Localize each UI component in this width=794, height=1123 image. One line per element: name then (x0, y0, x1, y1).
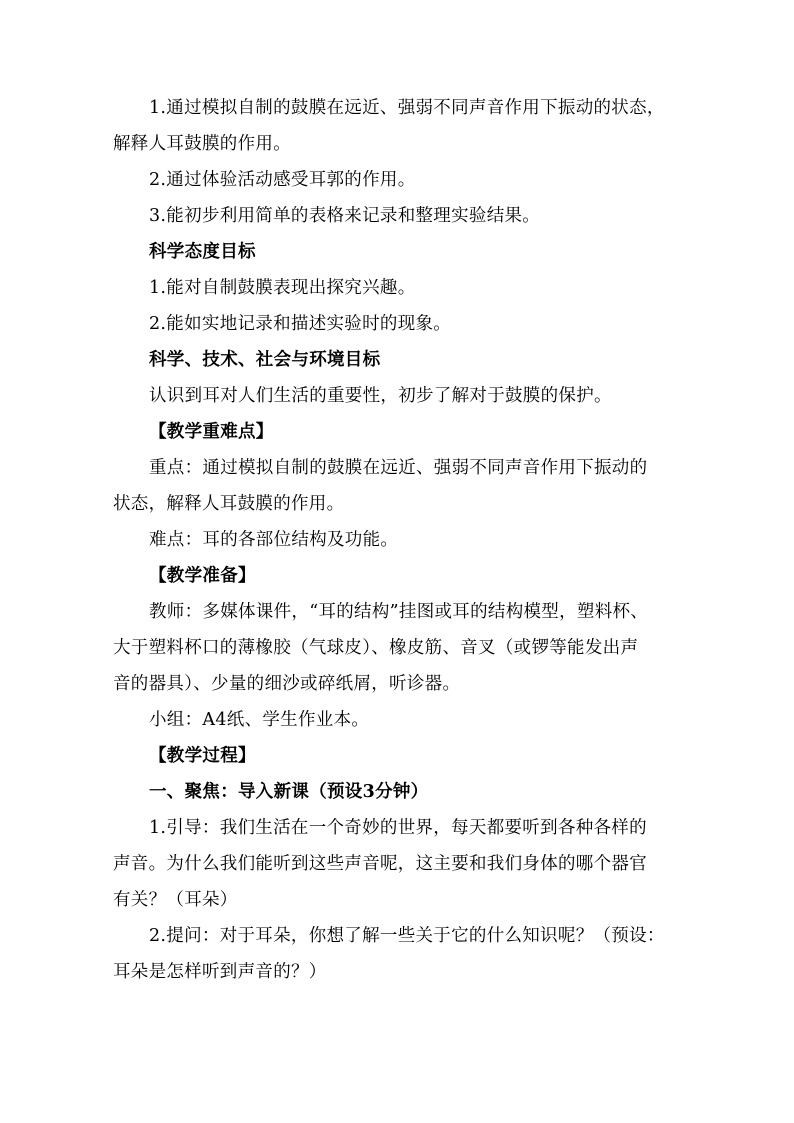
difficulty-line: 难点：耳的各部位结构及功能。 (149, 530, 399, 550)
preparation-teacher-line-3: 音的器具）、少量的细沙或碎纸屑，听诊器。 (113, 674, 461, 694)
section-heading-process: 【教学过程】 (149, 746, 256, 766)
section-heading-stse: 科学、技术、社会与环境目标 (149, 350, 381, 370)
objective-line-2: 2.通过体验活动感受耳郭的作用。 (149, 170, 416, 190)
objective-line-1a: 1.通过模拟自制的鼓膜在远近、强弱不同声音作用下振动的状态， (149, 98, 665, 118)
section-heading-key-points: 【教学重难点】 (149, 422, 274, 442)
preparation-teacher-line-1: 教师：多媒体课件，“耳的结构”挂图或耳的结构模型，塑料杯、 (149, 602, 649, 622)
process-step-heading-1: 一、聚焦：导入新课（预设3分钟） (149, 782, 429, 802)
preparation-teacher-line-2: 大于塑料杯口的薄橡胶（气球皮）、橡皮筋、音叉（或锣等能发出声 (113, 638, 639, 658)
key-point-line-1a: 重点：通过模拟自制的鼓膜在远近、强弱不同声音作用下振动的 (149, 458, 648, 478)
objective-line-1b: 解释人耳鼓膜的作用。 (113, 134, 291, 154)
process-step-1-line-2: 声音。为什么我们能听到这些声音呢，这主要和我们身体的哪个器官 (113, 854, 647, 874)
objective-line-3: 3.能初步利用简单的表格来记录和整理实验结果。 (149, 206, 541, 226)
key-point-line-1b: 状态，解释人耳鼓膜的作用。 (113, 494, 345, 514)
preparation-group-line: 小组：A4纸、学生作业本。 (149, 710, 370, 730)
section-heading-attitude: 科学态度目标 (149, 242, 256, 262)
stse-line-1: 认识到耳对人们生活的重要性，初步了解对于鼓膜的保护。 (149, 386, 612, 406)
process-step-1-line-3: 有关？（耳朵） (113, 890, 238, 910)
process-step-1-line-1: 1.引导：我们生活在一个奇妙的世界，每天都要听到各种各样的 (149, 818, 647, 838)
section-heading-preparation: 【教学准备】 (149, 566, 256, 586)
process-step-2-line-2: 耳朵是怎样听到声音的？） (113, 962, 327, 982)
document-body (113, 90, 693, 990)
attitude-line-1: 1.能对自制鼓膜表现出探究兴趣。 (149, 278, 416, 298)
attitude-line-2: 2.能如实地记录和描述实验时的现象。 (149, 314, 452, 334)
process-step-2-line-1: 2.提问：对于耳朵，你想了解一些关于它的什么知识呢？（预设： (149, 926, 665, 946)
